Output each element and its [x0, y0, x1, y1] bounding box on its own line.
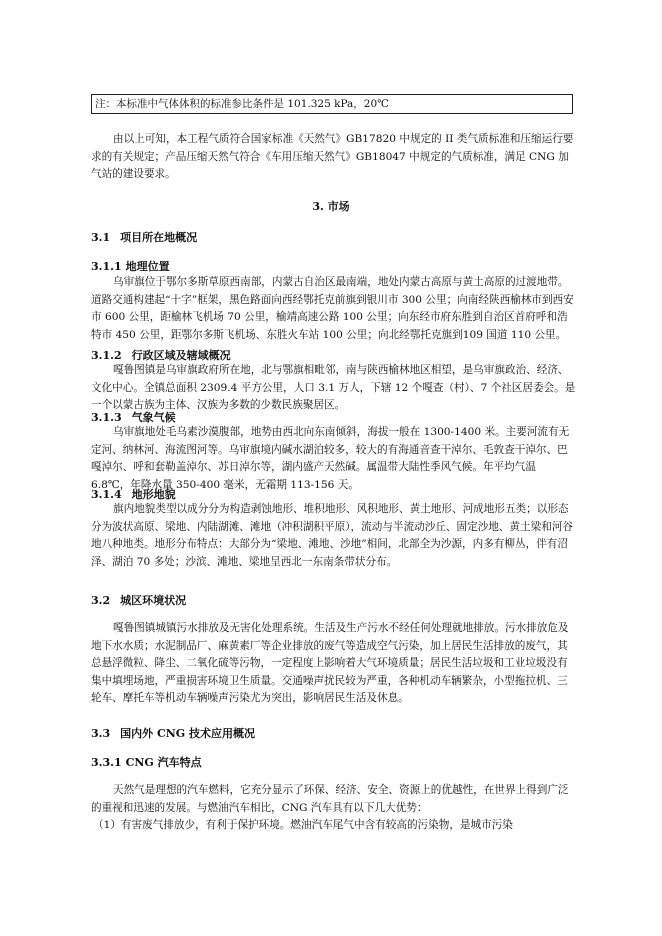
section-3-1-heading	[91, 230, 576, 246]
section-number: 3.1.2	[91, 349, 122, 362]
terrain-paragraph: 旗内地貌类型以成分分为构造剥蚀地形、堆积地形、风积地形、黄土地形、河成地形五类；以形态分为波状高原、梁地、内陆湖滩、滩地（冲积湖积平原），流动与半流动沙丘、固定沙地、黄土梁和河谷地八种地类。地形分布特点：大部分为“梁地、滩地、沙地”相间，北部全为沙源，内多有柳丛，伴有沼泽、湖泊 70 多处；沙滨、滩地、梁地呈西北一东南条带状分布。	[91, 503, 574, 568]
section-title: 地理位置	[125, 260, 170, 273]
section-3-3-1-heading	[91, 755, 576, 771]
section-title: 项目所在地概况	[120, 231, 198, 244]
section-number: 3.1.4	[91, 488, 122, 501]
section-3-3-heading	[91, 726, 576, 742]
section-title: 地形地貌	[131, 488, 176, 501]
section-3-1-1-heading	[91, 259, 576, 275]
section-title: CNG 汽车特点	[125, 756, 202, 769]
cng-features-paragraph: 天然气是理想的汽车燃料，它充分显示了环保、经济、安全、资源上的优越性，在世界上得到广泛的重视和迅速的发展。与燃油汽车相比，CNG 汽车具有以下几大优势：	[91, 784, 569, 814]
standard-note: 注：本标准中气体体积的标准参比条件是 101.325 kPa，20℃	[95, 98, 389, 110]
section-number: 3.1.1	[91, 260, 122, 273]
section-3-2-heading	[91, 593, 576, 609]
standard-note-box	[91, 94, 573, 114]
administration-paragraph: 嘎鲁图镇是乌审旗政府所在地，北与鄂旗相毗邻，南与陕西榆林地区相望，是乌审旗政治、经济、文化中心。全镇总面积 2309.4 平方公里，人口 3.1 万人，下辖 12 个嘎查（村）、7 个社区居委会。是一个以蒙古族为主体、汉族为多数的少数民族聚居区。	[91, 364, 576, 411]
section-title: 气象气候	[131, 411, 176, 424]
chapter-heading: 3. 市场	[312, 200, 350, 213]
section-number: 3.1	[91, 231, 111, 244]
intro-paragraph: 由以上可知，本工程气质符合国家标准《天然气》GB17820 中规定的 II 类气质标准和压缩运行要求的有关规定；产品压缩天然气符合《车用压缩天然气》GB18047 中规定的气质标准，满足 CNG 加气站的建设要求。	[91, 133, 574, 180]
section-title: 城区环境状况	[120, 594, 187, 607]
cng-advantage-item-1: （1）有害废气排放少，有利于保护环境。燃油汽车尾气中含有较高的污染物，是城市污染	[93, 819, 513, 831]
section-title: 国内外 CNG 技术应用概况	[120, 727, 256, 740]
environment-paragraph: 嘎鲁图镇城镇污水排放及无害化处理系统。生活及生产污水不经任何处理就地排放。污水排放危及地下水水质；水泥制品厂、麻黄素厂等企业排放的废气等造成空气污染，加上居民生活排放的废气，其总悬浮微粒、降尘、二氧化硫等污物，一定程度上影响着大气环境质量；居民生活垃圾和工业垃圾没有集中填埋场地，严重损害环境卫生质量。交通噪声扰民较为严重，各种机动车辆繁杂，小型拖拉机、三轮车、摩托车等机动车辆噪声污染尤为突出，影响居民生活及休息。	[91, 622, 569, 704]
section-title: 行政区域及辖域概况	[131, 349, 231, 362]
climate-paragraph: 乌审旗地处毛乌素沙漠腹部，地势由西北向东南倾斜，海拔一般在 1300-1400 米。主要河流有无定河、纳林河、海流图河等。乌审旗境内碱水湖泊较多，较大的有海通音查干淖尔、毛敦查干淖尔、巴嘎淖尔、呼和套勒盖淖尔、苏日淖尔等，湖内盛产天然碱。属温带大陆性季风气候。年平均气温 6.8℃，年降水量 350-400 毫米，无霜期 113-156 天。	[91, 426, 570, 491]
section-number: 3.2	[91, 594, 111, 607]
section-number: 3.1.3	[91, 411, 122, 424]
section-number: 3.3	[91, 727, 111, 740]
geography-paragraph: 乌审旗位于鄂尔多斯草原西南部，内蒙古自治区最南端，地处内蒙古高原与黄土高原的过渡地带。道路交通构建起“十字”框架，黑色路面向西经鄂托克前旗到银川市 300 公里；向南经陕西榆林市到西安市 600 公里，距榆林飞机场 70 公里，榆靖高速公路 100 公里；向东经市府东胜到自治区首府呼和浩特市 450 公里，距鄂尔多斯飞机场、东胜火车站 100 公里；向北经鄂托克旗到109 国道 110 公里。	[91, 276, 574, 341]
section-number: 3.3.1	[91, 756, 122, 769]
